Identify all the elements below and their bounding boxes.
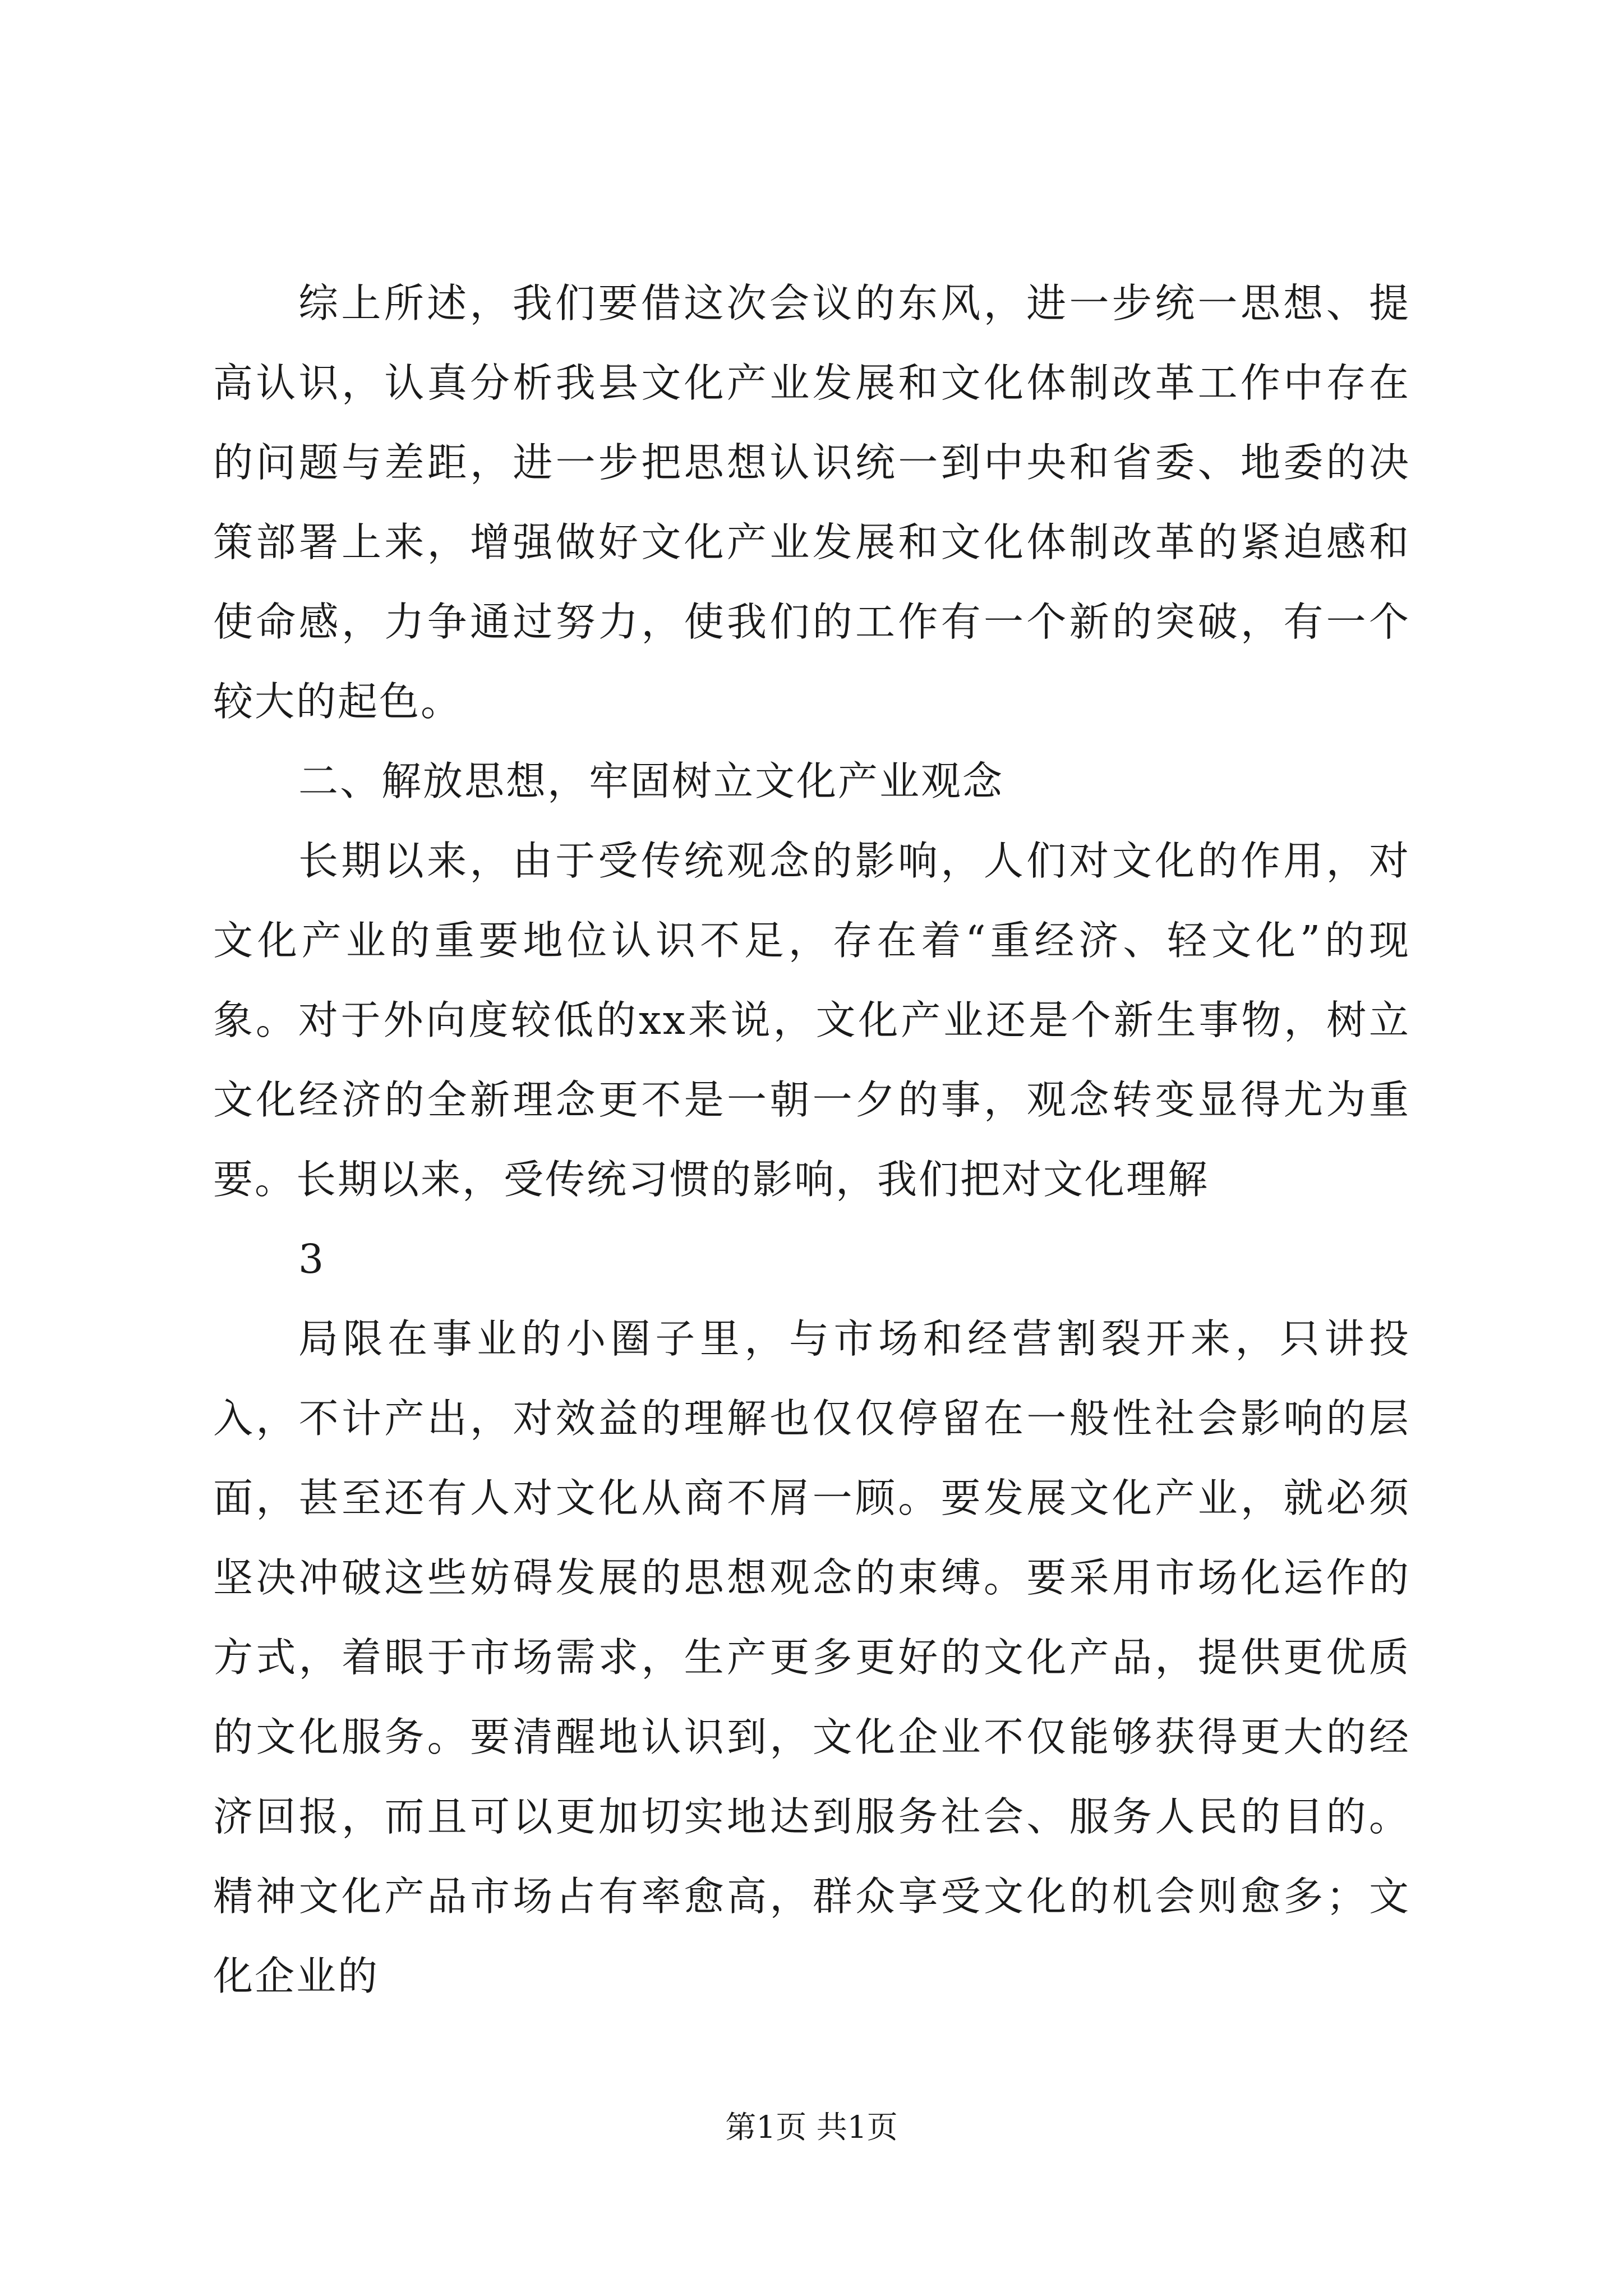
- document-body: [213, 264, 1410, 2016]
- paragraph-summary: 综上所述，我们要借这次会议的东风，进一步统一思想、提高认识，认真分析我县文化产业发展和文化体制改革工作中存在的问题与差距，进一步把思想认识统一到中央和省委、地委的决策部署上来，增强做好文化产业发展和文化体制改革的紧迫感和使命感，力争通过努力，使我们的工作有一个新的突破，有一个较大的起色。: [213, 280, 1410, 725]
- paragraph-continued: 局限在事业的小圈子里，与市场和经营割裂开来，只讲投入，不计产出，对效益的理解也仅仅停留在一般性社会影响的层面，甚至还有人对文化从商不屑一顾。要发展文化产业，就必须坚决冲破这些妨碍发展的思想观念的束缚。要采用市场化运作的方式，着眼于市场需求，生产更多更好的文化产品，提供更优质的文化服务。要清醒地认识到，文化企业不仅能够获得更大的经济回报，而且可以更加切实地达到服务社会、服务人民的目的。精神文化产品市场占有率愈高，群众享受文化的机会则愈多；文化企业的: [213, 1315, 1410, 1999]
- paragraph-concept: 长期以来，由于受传统观念的影响，人们对文化的作用，对文化产业的重要地位认识不足，存在着“重经济、轻文化”的现象。对于外向度较低的xx来说，文化产业还是个新生事物，树立文化经济的全新理念更不是一朝一夕的事，观念转变显得尤为重要。长期以来，受传统习惯的影响，我们把对文化理解: [213, 838, 1410, 1203]
- inline-page-marker: 3: [298, 1236, 324, 1282]
- section-heading: 二、解放思想，牢固树立文化产业观念: [298, 758, 1004, 804]
- page-footer: 第1页 共1页: [725, 2109, 898, 2145]
